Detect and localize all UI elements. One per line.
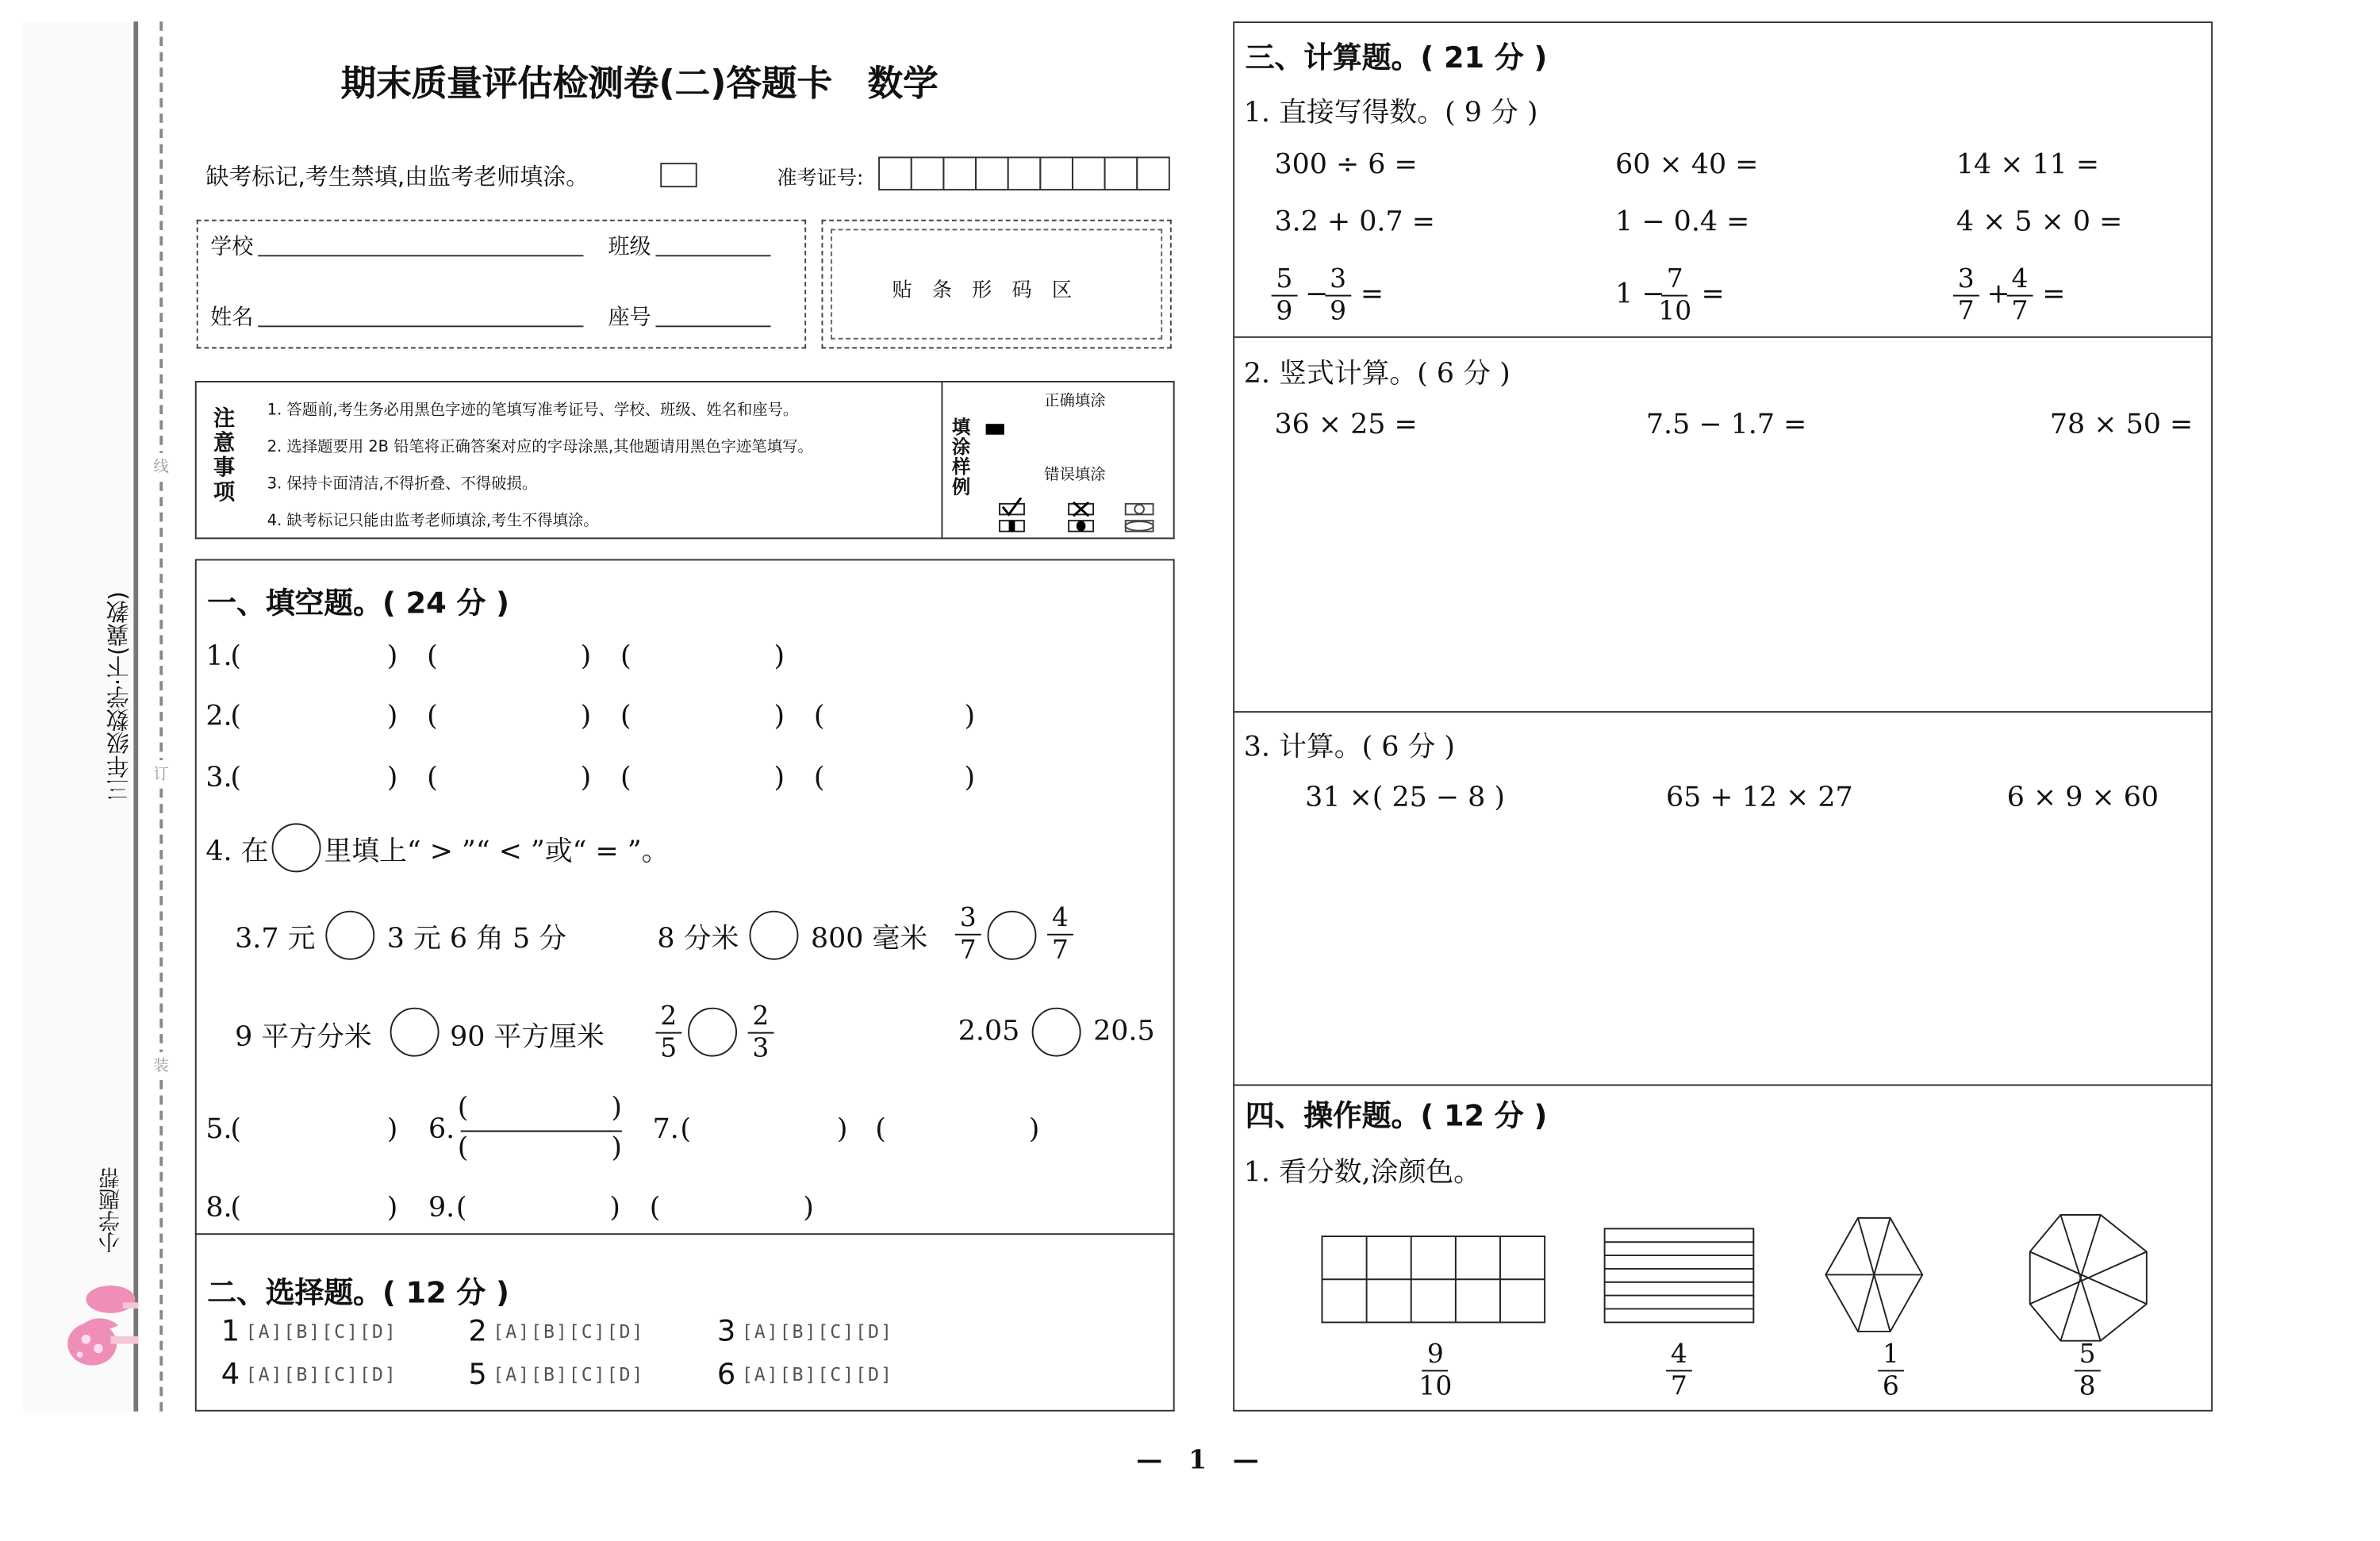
compare-circle[interactable]: [325, 911, 374, 960]
numerator: 3: [1325, 264, 1351, 297]
numerator: 3: [955, 903, 981, 936]
part-3-title: 3. 计算。( 6 分 ): [1243, 731, 1456, 763]
notice-item: 2. 选择题要用 2B 铅笔将正确答案对应的字母涂黑,其他题请用黑色字迹笔填写。: [267, 439, 813, 456]
compare-circle[interactable]: [988, 911, 1037, 960]
paren: (: [455, 1191, 467, 1224]
barcode-label: 贴 条 形 码 区: [892, 279, 1073, 303]
compare-left: 2.05: [958, 1015, 1020, 1048]
paren: (: [230, 1113, 241, 1146]
paren: ): [803, 1191, 814, 1224]
section-1-title: 一、填空题。( 24 分 ): [207, 586, 509, 621]
numerator: 9: [1422, 1339, 1449, 1372]
wrong-fill-samples-icon: [995, 498, 1164, 534]
calc-item: 60 × 40 =: [1615, 148, 1759, 182]
paren: ): [964, 762, 976, 794]
denominator: 8: [2079, 1371, 2096, 1403]
paren: (: [813, 762, 825, 794]
calc-item: 1 − 0.4 =: [1615, 206, 1750, 239]
choice-number: 5: [468, 1357, 487, 1392]
numerator: 2: [748, 1001, 774, 1034]
denominator: 9: [1276, 296, 1293, 328]
compare-circle[interactable]: [688, 1008, 737, 1057]
q-number: 2.: [205, 700, 232, 733]
paren: (: [813, 700, 825, 733]
q4-label: 4. 在: [205, 835, 269, 868]
calc-item: 65 + 12 × 27: [1666, 782, 1853, 814]
choice-options[interactable]: [A][B][C][D]: [245, 1363, 397, 1385]
denominator: 9: [1330, 296, 1347, 328]
notice-item: 1. 答题前,考生务必用黑色字迹的笔填写准考证号、学校、班级、姓名和座号。: [267, 402, 799, 420]
paren: (: [230, 700, 241, 733]
compare-left: 8 分米: [657, 923, 739, 955]
wrong-fill-label: 错误填涂: [1044, 467, 1106, 484]
paren: (: [427, 700, 438, 733]
q-number: 6.: [428, 1113, 455, 1146]
calc-item: 36 × 25 =: [1274, 408, 1418, 441]
denominator: 7: [959, 935, 977, 966]
paren: ): [386, 700, 398, 733]
fraction: [1325, 264, 1351, 327]
paren: ): [611, 1132, 622, 1165]
paren: (: [230, 1191, 241, 1224]
choice-number: 2: [468, 1314, 487, 1349]
equals: =: [1360, 278, 1384, 310]
compare-right: 90 平方厘米: [450, 1021, 605, 1054]
barcode-area: [821, 220, 1171, 349]
cut-mark: 订: [154, 760, 169, 783]
compare-right: 20.5: [1093, 1015, 1155, 1048]
calc-item: 31 ×( 25 − 8 ): [1305, 782, 1505, 814]
numerator: 3: [1953, 264, 1979, 297]
mushroom-logo-icon: [64, 1274, 141, 1374]
school-field[interactable]: [258, 255, 583, 256]
shapes-to-color[interactable]: [1313, 1205, 2173, 1343]
denominator: 10: [1418, 1371, 1453, 1403]
q4-instruction: 里填上“ > ”“ < ”或“ = ”。: [324, 835, 670, 868]
whole: 1 −: [1615, 278, 1665, 310]
choice-options[interactable]: [A][B][C][D]: [741, 1320, 893, 1343]
correct-fill-label: 正确填涂: [1044, 393, 1106, 410]
q-number: 8.: [205, 1191, 232, 1224]
notice-item: 3. 保持卡面清洁,不得折叠、不得破损。: [267, 476, 538, 494]
part-1-title: 1. 看分数,涂颜色。: [1243, 1156, 1482, 1189]
exam-id-label: 准考证号:: [777, 167, 864, 191]
absent-note: 缺考标记,考生禁填,由监考老师填涂。: [205, 163, 589, 191]
q-number: 1.: [205, 640, 232, 673]
section-divider: [1233, 1084, 2213, 1086]
section-4-title: 四、操作题。( 12 分 ): [1245, 1099, 1548, 1134]
paren: ): [386, 762, 398, 794]
notice-divider: [941, 381, 942, 539]
fraction: [1658, 264, 1691, 327]
class-label: 班级: [608, 235, 651, 260]
paren: (: [620, 640, 631, 673]
q-number: 7.: [652, 1113, 679, 1146]
denominator: 7: [2011, 296, 2029, 328]
equals: =: [1701, 278, 1725, 310]
calc-item: 300 ÷ 6 =: [1274, 148, 1418, 182]
paren: ): [580, 762, 592, 794]
paren: ): [774, 640, 785, 673]
paren: ): [774, 700, 785, 733]
cut-mark: 装: [154, 1052, 169, 1075]
section-divider: [1233, 711, 2213, 713]
denominator: 10: [1658, 296, 1692, 328]
fraction: [1047, 903, 1073, 966]
paren: ): [1028, 1113, 1040, 1146]
binding-line: [133, 21, 138, 1412]
paren: ): [611, 1092, 622, 1124]
paren: ): [609, 1191, 621, 1224]
part-2-title: 2. 竖式计算。( 6 分 ): [1243, 357, 1511, 390]
paren: ): [964, 700, 976, 733]
paren: ): [774, 762, 785, 794]
denominator: 7: [1670, 1371, 1687, 1403]
compare-left: 9 平方分米: [235, 1021, 372, 1054]
numerator: 1: [1878, 1339, 1904, 1372]
paren: (: [620, 762, 631, 794]
school-label: 学校: [210, 235, 254, 260]
calc-item: 14 × 11 =: [1956, 148, 2100, 182]
exam-id-boxes[interactable]: [880, 156, 1170, 190]
q-number: 3.: [205, 762, 232, 794]
rectangle-grid-10: [1322, 1236, 1545, 1322]
denominator: 5: [660, 1033, 678, 1065]
paren: (: [875, 1113, 886, 1146]
q-number: 5.: [205, 1113, 232, 1146]
choice-number: 6: [716, 1357, 736, 1392]
fraction-bar: [461, 1131, 622, 1132]
compare-right: 800 毫米: [810, 923, 928, 955]
compare-circle[interactable]: [390, 1008, 440, 1057]
numerator: 2: [655, 1001, 681, 1034]
denominator: 3: [752, 1033, 770, 1065]
absent-checkbox[interactable]: [660, 163, 697, 187]
rectangle-strips-7: [1605, 1228, 1754, 1322]
q-number: 9.: [428, 1191, 455, 1224]
paren: ): [386, 1191, 398, 1224]
seat-label: 座号: [608, 306, 651, 331]
seat-field[interactable]: [655, 325, 770, 327]
operator: −: [1305, 278, 1329, 310]
calc-item: 7.5 − 1.7 =: [1645, 408, 1807, 441]
choice-options[interactable]: [A][B][C][D]: [493, 1320, 645, 1343]
name-field[interactable]: [258, 325, 583, 327]
numerator: 7: [1662, 264, 1688, 297]
paren: (: [457, 1132, 469, 1165]
denominator: 7: [1957, 296, 1975, 328]
operator: +: [1987, 278, 2010, 310]
denominator: 6: [1882, 1371, 1899, 1403]
choice-number: 1: [221, 1314, 240, 1349]
correct-fill-sample-icon: [986, 424, 1004, 435]
fraction: [955, 903, 981, 966]
fraction-label: [2075, 1339, 2101, 1402]
fraction-label: [1666, 1339, 1692, 1402]
calc-item: 3.2 + 0.7 =: [1274, 206, 1435, 239]
paren: (: [680, 1113, 692, 1146]
fraction: [655, 1001, 681, 1064]
section-2-title: 二、选择题。( 12 分 ): [207, 1276, 509, 1310]
paren: ): [580, 640, 592, 673]
numerator: 4: [1666, 1339, 1692, 1372]
choice-options[interactable]: [A][B][C][D]: [493, 1363, 645, 1385]
numerator: 4: [2007, 264, 2033, 297]
fraction: [748, 1001, 774, 1064]
equals: =: [2042, 278, 2066, 310]
compare-circle[interactable]: [750, 911, 799, 960]
grade-label: 三年级数学·下(冀教): [104, 591, 132, 801]
cut-line: [159, 21, 163, 1412]
paren: ): [580, 700, 592, 733]
choice-number: 3: [716, 1314, 736, 1349]
fraction: [1272, 264, 1298, 327]
calc-item: 6 × 9 × 60: [2006, 782, 2159, 814]
calc-item: 78 × 50 =: [2049, 408, 2194, 441]
fraction: [1953, 264, 1979, 327]
section-divider: [1233, 336, 2213, 338]
paren: ): [386, 640, 398, 673]
numerator: 5: [2075, 1339, 2101, 1372]
paren: (: [427, 762, 438, 794]
page-number: — 1 —: [1136, 1445, 1259, 1477]
part-1-title: 1. 直接写得数。( 9 分 ): [1243, 96, 1538, 129]
class-field[interactable]: [655, 255, 770, 256]
cut-mark: 线: [154, 453, 169, 476]
work-area[interactable]: [1244, 829, 2204, 1075]
paren: ): [386, 1113, 398, 1146]
choice-number: 4: [221, 1357, 240, 1392]
numerator: 4: [1047, 903, 1073, 936]
choice-options[interactable]: [A][B][C][D]: [741, 1363, 893, 1385]
fraction: [2007, 264, 2033, 327]
brand-label: 小学题帮: [98, 1166, 123, 1254]
compare-circle[interactable]: [1032, 1008, 1081, 1057]
student-info-box: [197, 220, 806, 349]
compare-left: 3.7 元: [235, 923, 316, 955]
paren: ): [836, 1113, 848, 1146]
fraction-label: [1418, 1339, 1452, 1402]
compare-circle-example: [272, 823, 321, 872]
notice-title: 注意事项: [213, 406, 236, 505]
denominator: 7: [1051, 935, 1069, 966]
name-label: 姓名: [210, 306, 254, 331]
section-3-title: 三、计算题。( 21 分 ): [1245, 41, 1548, 75]
paren: (: [230, 762, 241, 794]
paren: (: [620, 700, 631, 733]
hexagon-6: [1825, 1218, 1922, 1332]
paren: (: [649, 1191, 661, 1224]
calc-item: 4 × 5 × 0 =: [1956, 206, 2123, 239]
choice-options[interactable]: [A][B][C][D]: [245, 1320, 397, 1343]
paren: (: [457, 1092, 469, 1124]
numerator: 5: [1272, 264, 1298, 297]
example-title: 填涂样例: [952, 416, 971, 498]
fraction-label: [1878, 1339, 1904, 1402]
compare-right: 3 元 6 角 5 分: [386, 923, 567, 955]
work-area[interactable]: [1244, 453, 2204, 699]
section-divider: [195, 1233, 1175, 1235]
octagon-8: [2030, 1215, 2147, 1341]
paren: (: [230, 640, 241, 673]
notice-item: 4. 缺考标记只能由监考老师填涂,考生不得填涂。: [267, 513, 599, 530]
paren: (: [427, 640, 438, 673]
page-title: 期末质量评估检测卷(二)答题卡 数学: [340, 64, 939, 105]
